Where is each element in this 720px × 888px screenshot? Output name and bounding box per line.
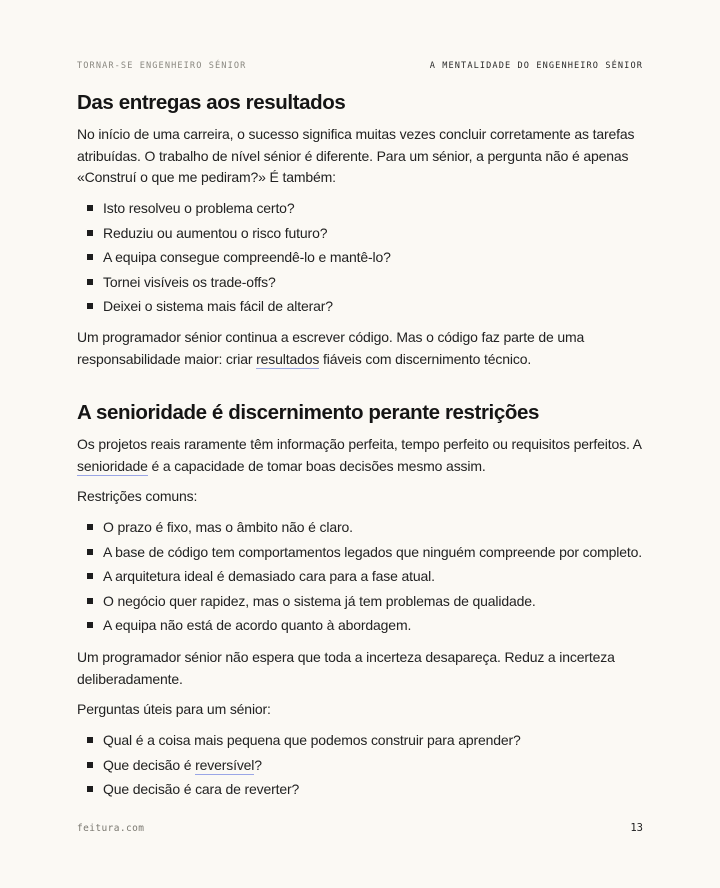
list-item: A equipa não está de acordo quanto à abordagem. — [77, 613, 643, 638]
bullet-icon — [87, 254, 93, 260]
book-title: TORNAR-SE ENGENHEIRO SÉNIOR — [77, 61, 247, 71]
list-item: Deixei o sistema mais fácil de alterar? — [77, 294, 643, 319]
list-item: Qual é a coisa mais pequena que podemos construir para aprender? — [77, 728, 643, 753]
senior-questions-list — [77, 728, 643, 802]
restrictions-list — [77, 515, 643, 638]
questions-label: Perguntas úteis para um sénior: — [77, 701, 271, 717]
bullet-icon — [87, 279, 93, 285]
footer-site: feitura.com — [77, 823, 145, 834]
running-header — [77, 61, 643, 71]
bullet-icon — [87, 762, 93, 768]
bullet-icon — [87, 573, 93, 579]
page-number: 13 — [630, 822, 643, 834]
uncertainty-paragraph: Um programador sénior não espera que toda a incerteza desapareça. Reduz a incerteza deliberadamente. — [77, 649, 615, 687]
section1-intro: No início de uma carreira, o sucesso significa muitas vezes concluir corretamente as tarefas atribuídas. O trabalho de nível sénior é diferente. Para um sénior, a pergunta não é apenas «Construí o que me pediram?» É também: — [77, 126, 635, 185]
bullet-icon — [87, 205, 93, 211]
section-heading-deliverables: Das entregas aos resultados — [77, 91, 346, 114]
bullet-icon — [87, 303, 93, 309]
list-item: O negócio quer rapidez, mas o sistema já tem problemas de qualidade. — [77, 589, 643, 614]
bullet-icon — [87, 786, 93, 792]
outcome-questions-list — [77, 196, 643, 319]
bullet-icon — [87, 549, 93, 555]
section1-closing: Um programador sénior continua a escrever código. Mas o código faz parte de uma responsabilidade maior: criar resultados fiáveis com discernimento técnico. — [77, 329, 585, 367]
list-item: Isto resolveu o problema certo? — [77, 196, 643, 221]
list-item: A base de código tem comportamentos legados que ninguém compreende por completo. — [77, 540, 643, 565]
bullet-icon — [87, 622, 93, 628]
list-item: Tornei visíveis os trade-offs? — [77, 270, 643, 295]
list-item: A equipa consegue compreendê-lo e mantê-lo? — [77, 245, 643, 270]
list-item: A arquitetura ideal é demasiado cara para a fase atual. — [77, 564, 643, 589]
bullet-icon — [87, 598, 93, 604]
glossary-link-resultados[interactable]: resultados — [256, 350, 320, 367]
section-heading-seniority: A senioridade é discernimento perante restrições — [77, 401, 539, 424]
list-item: Que decisão é cara de reverter? — [77, 777, 643, 802]
list-item: Que decisão é reversível? — [77, 753, 643, 778]
restrictions-label: Restrições comuns: — [77, 488, 198, 504]
list-item: Reduziu ou aumentou o risco futuro? — [77, 221, 643, 246]
bullet-icon — [87, 524, 93, 530]
chapter-title: A MENTALIDADE DO ENGENHEIRO SÉNIOR — [429, 61, 643, 71]
glossary-link-senioridade[interactable]: senioridade — [77, 457, 148, 474]
list-item: O prazo é fixo, mas o âmbito não é claro. — [77, 515, 643, 540]
section2-intro: Os projetos reais raramente têm informação perfeita, tempo perfeito ou requisitos perfeitos. A senioridade é a capacidade de tomar boas decisões mesmo assim. — [77, 436, 642, 474]
glossary-link-reversivel[interactable]: reversível — [195, 756, 255, 773]
bullet-icon — [87, 230, 93, 236]
bullet-icon — [87, 737, 93, 743]
